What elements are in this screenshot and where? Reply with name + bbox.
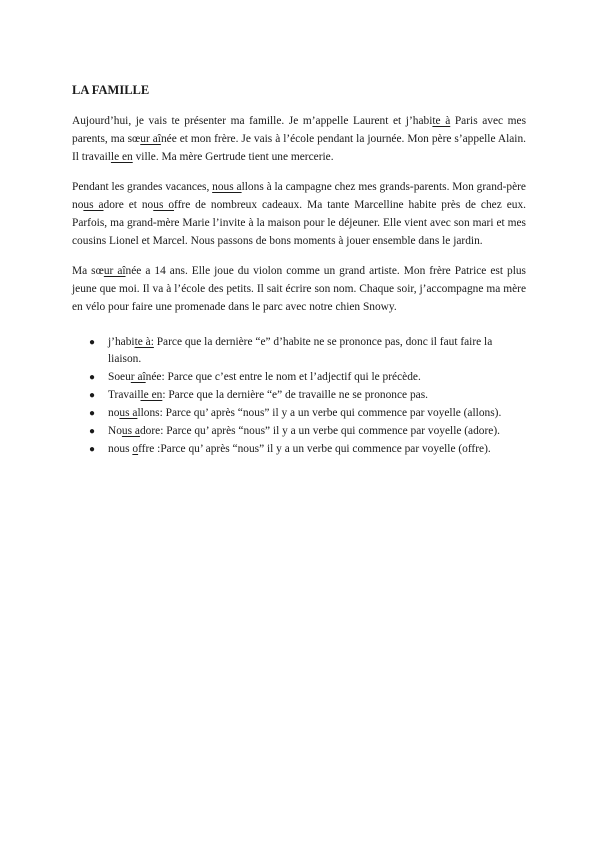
liaison-underline: r aî [130,371,146,383]
liaison-underline: ur aî [103,265,126,277]
text-run: ffre de nombreux cadeaux. Ma tante Marcelline habite près de chez eux. Parfois, ma grand-mère Marie l’invite à la maison pour le déjeuner. Elle vient avec son mari et mes cousins Lionel et Marcel. Nous passons de bons moments à jouer ensemble dans le jardin. [72,199,527,247]
liaison-underline: te à [432,115,451,127]
text-run: no [108,407,120,419]
text-run: Parce que la dernière “e” d’habite ne se prononce pas, donc il faut faire la liaison. [108,336,493,365]
text-run: : Parce que la dernière “e” de travaille ne se prononce pas. [162,389,428,401]
text-run: Soeu [108,371,131,383]
liaison-underline: ur aî [140,133,161,145]
paragraph-2 [72,178,526,250]
text-run: llons à la campagne chez mes grands-parents. Mon grand-père no [72,181,526,211]
text-run: nous [108,443,133,455]
text-run: ffre :Parce qu’ après “nous” il y a un verbe qui commence par voyelle (offre). [138,443,491,455]
text-run: j’habi [108,336,135,348]
bullet-icon: ● [89,390,96,401]
liaison-underline: o [132,443,139,455]
text-run: Pendant les grandes vacances, [72,181,213,193]
text-run: ville. Ma mère Gertrude tient une mercerie. [132,151,334,163]
bullet-icon: ● [89,372,96,383]
liaison-underline: us a [121,425,140,437]
liaison-underline: le en [110,151,133,163]
bullet-icon: ● [89,337,96,348]
liaison-underline: te à: [134,336,154,348]
text-run: Ma sœ [72,265,104,277]
text-run: née: Parce que c’est entre le nom et l’adjectif qui le précède. [145,371,421,383]
list-item [89,405,526,422]
text-run: Aujourd’hui, je vais te présenter ma famille. Je m’appelle Laurent et j’habi [72,115,433,127]
text-run: dore: Parce qu’ après “nous” il y a un verbe qui commence par voyelle (adore). [139,425,500,437]
document-page [72,82,526,459]
text-run: dore et no [103,199,154,211]
list-item [89,441,526,458]
liaison-underline: us a [83,199,104,211]
liaison-underline: us o [153,199,175,211]
paragraph-1 [72,112,526,166]
bullet-icon: ● [89,426,96,437]
text-run: née et mon frère. Je vais à l’école pendant la journée. Mon père s’appelle Alain. Il travail [72,133,526,163]
paragraph-3 [72,262,526,316]
list-item [89,387,526,404]
explanation-list [72,334,526,458]
list-item [89,423,526,440]
text-run: Paris avec mes parents, ma sœ [72,115,527,145]
document-title: LA FAMILLE [72,83,150,97]
liaison-underline: le en [140,389,163,401]
text-run: Travail [108,389,141,401]
bullet-icon: ● [89,444,96,455]
liaison-underline: us a [119,407,138,419]
list-item [89,369,526,386]
bullet-icon: ● [89,408,96,419]
text-run: No [108,425,122,437]
text-run: née a 14 ans. Elle joue du violon comme un grand artiste. Mon frère Patrice est plus jeune que moi. Il va à l’école des petits. Il sait écrire son nom. Chaque soir, j’accompagne ma mère en vélo pour faire une promenade dans le parc avec notre chien Snowy. [72,265,526,313]
text-run: llons: Parce qu’ après “nous” il y a un verbe qui commence par voyelle (allons). [137,407,502,419]
list-item [89,334,526,368]
liaison-underline: nous a [212,181,242,193]
